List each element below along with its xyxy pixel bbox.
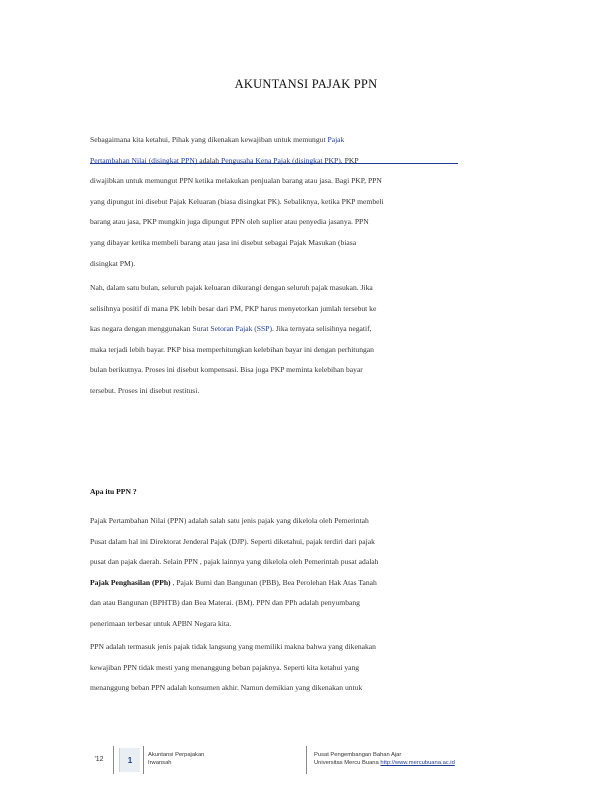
p2-line6: tersebut. Proses ini disebut restitusi. [90,385,200,395]
footer-logo: '12 [94,755,104,763]
footer-course-title: Akuntansi Perpajakan [148,752,205,758]
paragraph-2 [90,278,490,402]
p4-line2: kewajiban PPN tidak mesti yang menanggung beban pajaknya. Seperti kita ketahui yang [90,662,360,672]
page-number: 1 [119,748,140,772]
footer-author: Irwansah [148,760,172,766]
p3-line6: penerimaan terbesar untuk APBN Negara kita. [90,618,232,628]
footer-university: Universitas Mercu Buana [314,760,379,766]
p2-line3c: Jika ternyata selisihnya negatif, [275,324,372,334]
footer-course [148,751,204,767]
p3-line4b: , Pajak Bumi dan Bangunan (PBB), Bea Perolehan Hak Atas Tanah [172,577,377,587]
p1-line3: diwajibkan untuk memungut PPN ketika melakukan penjualan barang atau jasa. Bagi PKP, PPN [90,176,382,186]
p3-line3: pusat dan pajak daerah. Selain PPN , pajak lainnya yang dikelola oleh Pemerintah pusat adalah [90,557,379,567]
p2-line5: bulan berikutnya. Proses ini disebut kompensasi. Bisa juga PKP meminta kelebihan bayar [90,365,363,375]
footer-institution [314,751,455,767]
p1-line2b: adalah [199,155,220,165]
p1-line1a: Sebagaimana kita ketahui, Pihak yang dikenakan kewajiban untuk memungut [90,135,326,144]
p4-line3: menanggung beban PPN adalah konsumen akhir. Namun demikian yang dikenakan untuk [90,683,363,693]
footer-center: Pusat Pengembangan Bahan Ajar [314,752,402,758]
paragraph-3 [90,511,490,635]
paragraph-1 [90,130,490,274]
p2-line3a: kas negara dengan menggunakan [90,324,191,334]
p2-line2: selisihnya positif di mana PK lebih besar dari PM, PKP harus menyetorkan jumlah tersebut ke [90,303,377,313]
p1-line2d: PKP [344,155,359,165]
section-heading: Apa itu PPN ? [90,487,137,496]
footer-divider [306,746,307,774]
footer-url-link[interactable]: http://www.mercubuana.ac.id [380,760,455,766]
footer-divider [113,746,114,774]
p1-line5: barang atau jasa, PKP mungkin juga dipungut PPN oleh suplier atau penyedia jasanya. PPN [90,217,369,227]
p1-line7: disingkat PM). [90,258,136,268]
link-pkp[interactable]: Pengusaha Kena Pajak (disingkat PKP). [221,155,343,165]
p3-line1: Pajak Pertambahan Nilai (PPN) adalah salah satu jenis pajak yang dikelola oleh Pemerintah [90,516,369,525]
p3-line4a: Pajak Penghasilan (PPh) [90,577,171,587]
link-ssp[interactable]: Surat Setoran Pajak (SSP). [192,324,274,334]
p3-line5: dan atau Bangunan (BPHTB) dan Bea Materai. (BM). PPN dan PPh adalah penyumbang [90,598,360,608]
p2-line4: maka terjadi lebih bayar. PKP bisa memperhitungkan kelebihan bayar ini dengan perhitungan [90,344,374,354]
link-ppn[interactable]: Pertambahan Nilai (disingkat PPN) [90,155,198,165]
link-pajak[interactable]: Pajak [327,135,345,144]
page-footer [0,740,612,780]
page-title: AKUNTANSI PAJAK PPN [234,77,378,91]
p3-line2: Pusat dalam hal ini Direktorat Jenderal Pajak (DJP). Seperti diketahui, pajak terdiri dari pajak [90,536,375,546]
p4-line1: PPN adalah termasuk jenis pajak tidak langsung yang memiliki makna bahwa yang dikenakan [90,642,376,651]
footer-divider [143,746,144,774]
p1-line4: yang dipungut ini disebut Pajak Keluaran (biasa disingkat PK). Sebaliknya, ketika PKP membeli [90,196,384,206]
link-underline [90,163,458,164]
paragraph-4 [90,637,490,699]
p1-line6: yang dibayar ketika membeli barang atau jasa ini disebut sebagai Pajak Masukan (biasa [90,237,357,247]
p2-line1: Nah, dalam satu bulan, seluruh pajak keluaran dikurangi dengan seluruh pajak masukan. Jika [90,283,373,292]
